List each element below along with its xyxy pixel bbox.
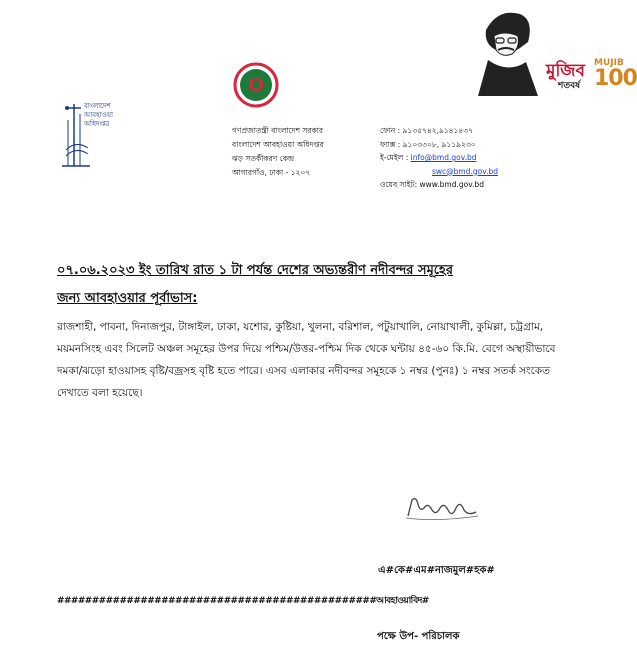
email-link-info[interactable]: info@bmd.gov.bd bbox=[410, 153, 477, 162]
heading-line-2: জন্য আবহাওয়ার পূর্বাভাস: bbox=[57, 291, 198, 306]
government-seal bbox=[233, 62, 279, 108]
email-link-swc[interactable]: swc@bmd.gov.bd bbox=[432, 166, 498, 176]
email-row-2 bbox=[380, 165, 540, 179]
bmd-logo bbox=[62, 100, 182, 170]
contact-info bbox=[380, 124, 540, 192]
email-label: ই-মেইল : bbox=[380, 153, 411, 162]
heading-line-1: ০৭.০৬.২০২৩ ইং তারিখ রাত ১ টা পর্যন্ত দেশের অভ্যন্তরীণ নদীবন্দর সমূহের bbox=[57, 263, 453, 278]
forecast-body: রাজশাহী, পাবনা, দিনাজপুর, টাঙ্গাইল, ঢাকা, যশোর, কুষ্টিয়া, খুলনা, বরিশাল, পটুয়াখালি, নোয়াখালী, কুমিল্লা, চট্রগ্রাম, ময়মনসিংহ এবং সিলেট অঞ্চল সমূহের উপর দিয়ে পশ্চিম/উত্তর-পশ্চিম দিক থেকে ঘন্টায় ৪৫-৬০ কি.মি. বেগে অস্থায়ীভাবে দমকা/ঝড়ো হাওয়াসহ বৃষ্টি/বজ্রসহ বৃষ্টি হতে পারে। এসব এলাকার নদীবন্দর সমূহকে ১ নম্বর (পুনঃ) ১ নম্বর সতর্ক সংকেত দেখাতে বলা হয়েছে। bbox=[57, 321, 556, 399]
email-row bbox=[380, 151, 540, 165]
handwritten-signature bbox=[398, 488, 488, 528]
phone-number: ফোন : ৯১৩৫৭৪২,৯১৪১৪৩৭ bbox=[380, 126, 474, 135]
fax-number: ফ্যাক্স : ৯১০৩৩০৮, ৯১১৯২৩০ bbox=[380, 139, 476, 149]
org-line: গণপ্রজাতন্ত্রী বাংলাদেশ সরকার bbox=[232, 126, 324, 135]
org-line: ঝড় সতর্কীকরণ কেন্দ্র bbox=[232, 154, 295, 163]
org-line: বাংলাদেশ আবহাওয়া অধিদপ্তর bbox=[232, 140, 324, 149]
on-behalf-of: পক্ষে উপ- পরিচালক bbox=[377, 631, 460, 642]
signatory-name: এ#কে#এম#নাজমুল#হক# bbox=[378, 565, 495, 576]
organization-address bbox=[232, 124, 372, 180]
org-line: আগারগাঁও, ঢাকা - ১২০৭ bbox=[232, 168, 311, 177]
forecast-heading bbox=[57, 257, 577, 313]
portrait-illustration bbox=[468, 0, 548, 96]
mujib-100-logo: মুজিব MUJIB 100 শতবর্ষ bbox=[468, 0, 626, 96]
designation-line: ##############################################আবহাওয়াবিদ# bbox=[57, 596, 429, 606]
website: ওয়েব সাইট: www.bmd.gov.bd bbox=[380, 180, 484, 189]
bmd-logo-text: বাংলাদেশ আবহাওয়া অধিদপ্তর bbox=[84, 102, 114, 128]
